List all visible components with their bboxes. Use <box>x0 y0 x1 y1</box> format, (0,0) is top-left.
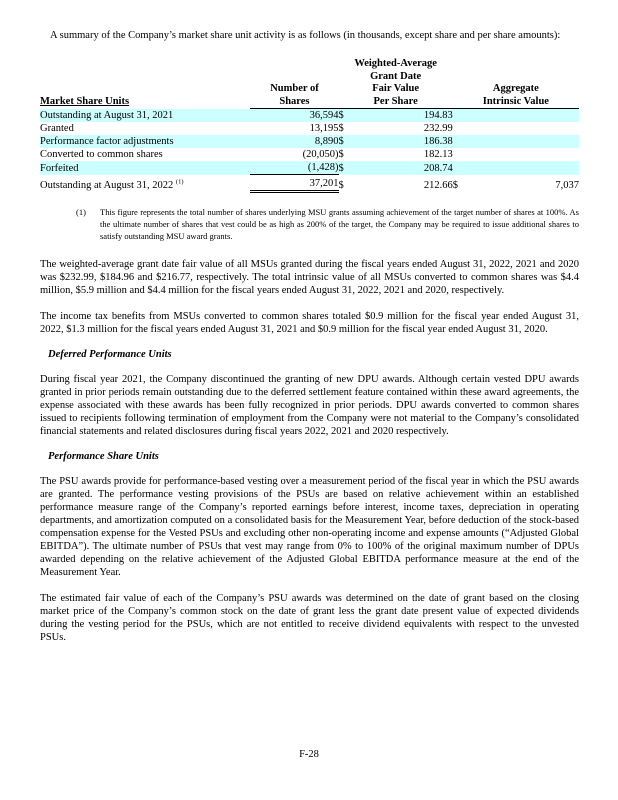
row-label: Granted <box>40 123 74 135</box>
fair-value: 182.13 <box>423 149 453 161</box>
paragraph-msu-tax-benefits: The income tax benefits from MSUs converted to common shares totaled $0.9 million for the fiscal year ended August 31, 2022, $1.3 million for the fiscal years ended August 31, 2021 and $0.9 million for the fiscal year ended August 31, 2020. <box>40 310 579 335</box>
row-label: Performance factor adjustments <box>40 135 250 148</box>
intrinsic-value <box>481 161 579 175</box>
shares-value: 13,195 <box>309 123 339 135</box>
header-aggregate-intrinsic-value: Aggregate Intrinsic Value <box>453 58 579 109</box>
footnote <box>76 207 579 243</box>
shares-value: 8,890 <box>250 135 338 148</box>
footnote-marker: (1) <box>76 207 86 218</box>
row-label: Outstanding at August 31, 2021 <box>40 109 250 123</box>
fair-value: 232.99 <box>423 123 453 135</box>
table-row-forfeited <box>40 161 579 175</box>
table-row-converted-to-common-shares <box>40 148 579 161</box>
dollar-sign: $ <box>338 179 344 191</box>
paragraph-psu-body: The PSU awards provide for performance-based vesting over a measurement period of the fiscal year in which the PSU awards are granted. The performance vesting provisions of the PSUs are based on relative achievement within an established performance measure range of the Company’s reported earnings before interest, income taxes, depreciation in operating departments, and amortization computed on a consolidated basis for the Measurement Year, before deduction of the stock-based compensation expense for the Vested PSUs and excluding other non-operating income and expense amounts (“Adjusted Global EBITDA”). The ultimate number of PSUs that vest may range from 0% to 100% of the original maximum number of DPUs awarded depending on the relative achievement of the Adjusted Global EBITDA performance measure at the end of the Measurement Year. <box>40 475 579 579</box>
dollar-sign: $ <box>452 179 458 191</box>
footnote-text: This figure represents the total number of shares underlying MSU grants assuming achievement of the target number of shares at 100%. As the ultimate number of shares that vest could be as high as 200% of the target, the Company may be required to issue additional shares to satisfy outstanding MSU award grants. <box>100 207 579 241</box>
fair-value: 212.66 <box>423 179 453 191</box>
intrinsic-value <box>481 109 579 123</box>
header-market-share-units: Market Share Units <box>40 96 130 108</box>
shares-value: (1,428) <box>250 161 338 175</box>
intrinsic-value <box>481 135 579 148</box>
intrinsic-value: 7,037 <box>555 179 579 191</box>
intrinsic-value <box>481 122 579 135</box>
table-header-row <box>40 58 579 109</box>
dollar-sign: $ <box>339 161 361 175</box>
shares-value: 36,594 <box>250 109 338 123</box>
header-number-of-shares: Number of Shares <box>250 58 338 109</box>
header-wtd-avg-grant-date-fair-value: Weighted-Average Grant Date Fair Value Per Share <box>339 58 453 109</box>
row-label: Forfeited <box>40 161 250 175</box>
market-share-units-table <box>40 58 579 193</box>
dollar-sign: $ <box>339 135 361 148</box>
paragraph-dpu-body: During fiscal year 2021, the Company discontinued the granting of new DPU awards. Although certain vested DPU awards granted in prior periods remain outstanding due to the deferred settlement feature contained within these award agreements, the expense associated with these awards has been fully recognized in prior periods. DPU awards converted to common shares issued to recipients following termination of employment from the Company were not material to the Company’s consolidated financial statements and related disclosures during fiscal years 2022, 2021 and 2020 respectively. <box>40 373 579 437</box>
table-row-performance-factor-adjustments <box>40 135 579 148</box>
paragraph-msu-fair-value: The weighted-average grant date fair value of all MSUs granted during the fiscal years ended August 31, 2022, 2021 and 2020 was $232.99, $184.96 and $216.77, respectively. The total intrinsic value of all MSUs converted to common shares was $4.4 million, $5.9 million and $4.4 million for the fiscal years ended August 31, 2022, 2021 and 2020, respectively. <box>40 258 579 296</box>
intrinsic-value <box>481 148 579 161</box>
fair-value: 186.38 <box>361 135 453 148</box>
dollar-sign <box>453 109 481 123</box>
intro-text: A summary of the Company’s market share unit activity is as follows (in thousands, except share and per share amounts): <box>50 30 561 41</box>
dollar-sign: $ <box>338 123 344 135</box>
dollar-sign: $ <box>339 109 361 123</box>
row-label: Converted to common shares <box>40 149 163 161</box>
dollar-sign <box>453 161 481 175</box>
fair-value: 208.74 <box>361 161 453 175</box>
table-row-granted <box>40 122 579 135</box>
footnote-reference: (1) <box>175 178 184 186</box>
row-label: Outstanding at August 31, 2022 $^{(1)}$ <box>40 178 184 191</box>
section-heading-deferred-performance-units: Deferred Performance Units <box>48 348 172 360</box>
dollar-sign <box>453 135 481 148</box>
page-number: F-28 <box>299 749 319 760</box>
dollar-sign <box>453 122 481 135</box>
shares-value: (20,050) <box>302 149 339 161</box>
paragraph-psu-fair-value: The estimated fair value of each of the Company’s PSU awards was determined on the date of grant based on the closing market price of the Company’s common stock on the date of grant less the grant date present value of expected dividends during the vesting period for the PSUs, which are not entitled to receive dividend equivalents with respect to the unvested PSUs. <box>40 593 579 644</box>
section-heading-performance-share-units: Performance Share Units <box>48 450 159 462</box>
table-row-outstanding-2022 <box>40 175 579 192</box>
dollar-sign: $ <box>338 149 344 161</box>
fair-value: 194.83 <box>361 109 453 123</box>
dollar-sign <box>453 148 481 161</box>
shares-value: 37,201 <box>250 175 338 192</box>
table-row-outstanding-2021 <box>40 109 579 123</box>
